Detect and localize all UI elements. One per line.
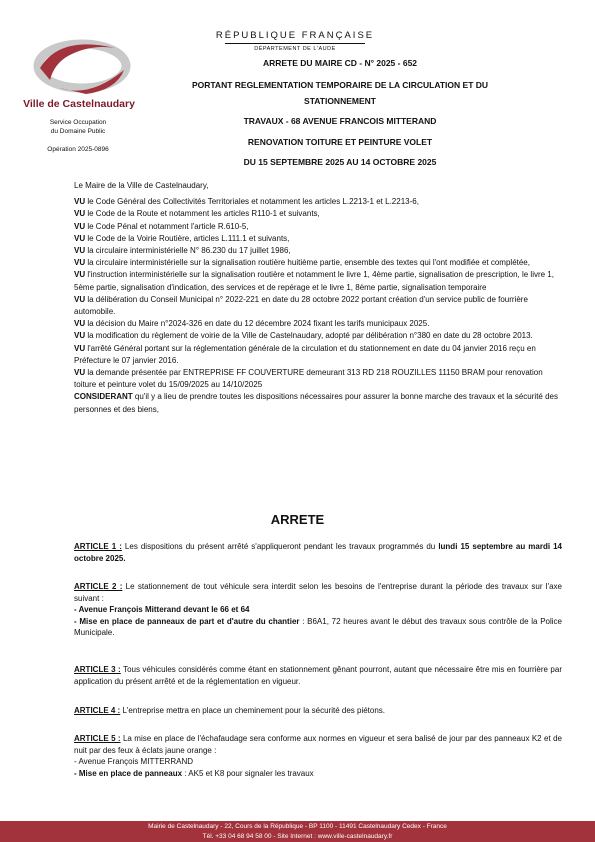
vu-item: VU le Code Pénal et notamment l'article R.610-5, (74, 221, 249, 231)
vu-item: VU la modification du règlement de voirie de la Ville de Castelnaudary, adopté par délibération n°380 en date du 28 octobre 2013. (74, 331, 533, 341)
operation-number: Opération 2025-0896 (47, 146, 109, 153)
vu-item: VU l'instruction interministérielle sur la signalisation routière et notamment le livre 1, 4ème partie, signalisation de prescription, le livre 1, 5ème partie, signalisation d'indication, des services et de repérage et le livre 1, 8ème partie, signalisation temporaire (74, 270, 554, 292)
vu-item: VU le Code de la Route et notamment les articles R110-1 et suivants, (74, 209, 320, 219)
footer-address: Mairie de Castelnaudary - 22, Cours de la République - BP 1100 - 11491 Castelnaudary Cedex - France (148, 823, 447, 830)
article-2: ARTICLE 2 : Le stationnement de tout véhicule sera interdit selon les besoins de l'entreprise durant la période des travaux sur l'axe suivant : - Avenue François Mitterand devant le 66 et 64 - Mise en place de panneaux de part et d'autre du chantier : B6A1, 72 heures avant le début des travaux sous contrôle de la Police Municipale. (74, 582, 563, 637)
vu-item: VU le Code Général des Collectivités Territoriales et notamment les articles L.2213-1 et L.2213-6, (74, 197, 419, 207)
title-line1: PORTANT REGLEMENTATION TEMPORAIRE DE LA CIRCULATION ET DU (191, 80, 489, 90)
divider (225, 43, 365, 44)
intro-text: Le Maire de la Ville de Castelnaudary, (74, 181, 209, 190)
title-line2: STATIONNEMENT (304, 96, 376, 106)
dates-line: DU 15 SEPTEMBRE 2025 AU 14 OCTOBRE 2025 (243, 157, 437, 167)
vu-item: VU le Code de la Voirie Routière, articles L.111.1 et suivants, (74, 233, 290, 243)
vu-item: VU l'arrêté Général portant sur la réglementation générale de la circulation et du stationnement en date du 04 janvier 2016 reçu en Préfecture le 07 janvier 2016. (74, 343, 536, 365)
city-name: Ville de Castelnaudary (23, 98, 135, 110)
preamble (74, 180, 562, 416)
footer-contact: Tél. +33 04 68 94 58 00 - Site Internet : www.ville-castelnaudary.fr (202, 833, 393, 840)
vu-item: VU la circulaire interministérielle sur la signalisation routière huitième partie, ensemble des textes qui l'ont modifiée et complétée, (74, 258, 530, 268)
article-3: ARTICLE 3 : Tous véhicules considérés comme étant en stationnement gênant pourront, autant que nécessaire être mis en fourrière par application du présent arrêté et de la réglementation en vigueur. (74, 665, 562, 686)
vu-item: VU la circulaire interministérielle N° 86.230 du 17 juillet 1986, (74, 246, 291, 256)
article-1: ARTICLE 1 : Les dispositions du présent arrêté s'appliqueront pendant les travaux programmés du lundi 15 septembre au mardi 14 octobre 2025. (74, 542, 563, 563)
vu-item: VU la demande présentée par ENTREPRISE FF COUVERTURE demeurant 313 RD 218 ROUZILLES 11150 BRAM pour renovation toiture et peinture volet du 15/09/2025 au 14/10/2025 (74, 368, 543, 390)
vu-item: VU la délibération du Conseil Municipal n° 2022-221 en date du 28 octobre 2022 portant création d'un service public de fourrière automobile. (74, 294, 528, 317)
arrete-number: ARRETE DU MAIRE CD - N° 2025 - 652 (262, 58, 418, 68)
article-4: ARTICLE 4 : L'entreprise mettra en place un cheminement pour la sécurité des piétons. (74, 706, 386, 715)
republique-heading: RÉPUBLIQUE FRANÇAISE (215, 30, 375, 41)
footer (0, 821, 595, 842)
vu-list (74, 196, 562, 416)
city-logo (20, 30, 140, 102)
renovation-line: RENOVATION TOITURE ET PEINTURE VOLET (247, 137, 433, 147)
service-label: Service Occupation du Domaine Public (49, 119, 107, 135)
vu-item: VU la décision du Maire n°2024-326 en date du 12 décembre 2024 fixant les tarifs municipaux 2025. (74, 319, 430, 329)
vu-item: CONSIDERANT qu'il y a lieu de prendre toutes les dispositions nécessaires pour assurer la bonne marche des travaux et la sécurité des personnes et des biens, (74, 392, 558, 414)
travaux-line: TRAVAUX - 68 AVENUE FRANCOIS MITTERAND (243, 116, 437, 126)
arrete-heading: ARRETE (270, 512, 325, 527)
departement-label: DÉPARTEMENT DE L'AUDE (254, 46, 336, 52)
article-5: ARTICLE 5 : La mise en place de l'échafaudage sera conforme aux normes en vigueur et sera balisé de jour par des panneaux K2 et de nuit par des feux à éclats jaune orange : - Avenue François MITTERRAND - Mise en place de panneaux : AK5 et K8 pour signaler les travaux (74, 734, 562, 778)
